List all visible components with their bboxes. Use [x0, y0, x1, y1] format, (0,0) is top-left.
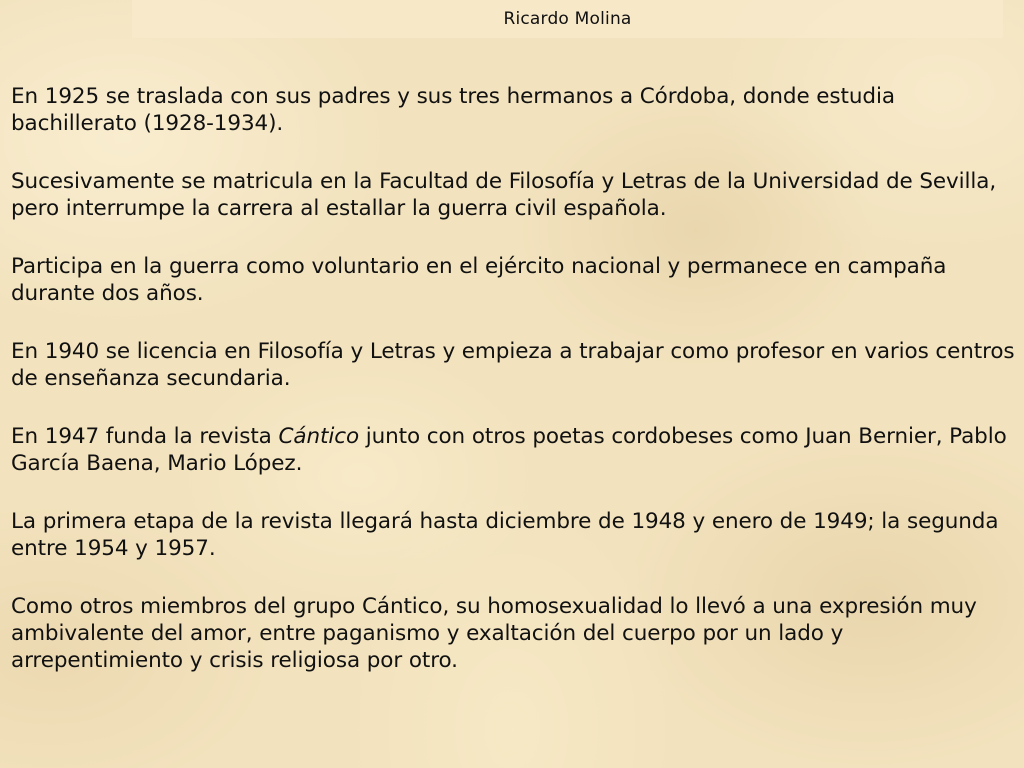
paragraph-1947 [11, 423, 1016, 477]
slide-header [132, 0, 1003, 38]
paragraph-war: Participa en la guerra como voluntario en el ejército nacional y permanece en campaña durante dos años. [11, 254, 947, 306]
paragraph-journal-stages: La primera etapa de la revista llegará hasta diciembre de 1948 y enero de 1949; la segunda entre 1954 y 1957. [11, 509, 999, 561]
paragraph-1947-before: En 1947 funda la revista [11, 424, 279, 449]
journal-title-italic: Cántico [278, 424, 359, 449]
slide-body [11, 83, 1016, 705]
paragraph-cantico-group: Como otros miembros del grupo Cántico, su homosexualidad lo llevó a una expresión muy ambivalente del amor, entre paganismo y exaltación del cuerpo por un lado y arrepentimiento y crisis religiosa por otro. [11, 594, 977, 673]
paragraph-university: Sucesivamente se matricula en la Facultad de Filosofía y Letras de la Universidad de Sevilla, pero interrumpe la carrera al estallar la guerra civil española. [11, 169, 997, 221]
paragraph-1947-after: junto con otros poetas cordobeses como Juan Bernier, Pablo García Baena, Mario López. [11, 424, 1007, 476]
paragraph-1925: En 1925 se traslada con sus padres y sus tres hermanos a Córdoba, donde estudia bachillerato (1928-1934). [11, 84, 895, 136]
slide-title: Ricardo Molina [503, 9, 632, 29]
paragraph-1940: En 1940 se licencia en Filosofía y Letras y empieza a trabajar como profesor en varios centros de enseñanza secundaria. [11, 339, 1015, 391]
